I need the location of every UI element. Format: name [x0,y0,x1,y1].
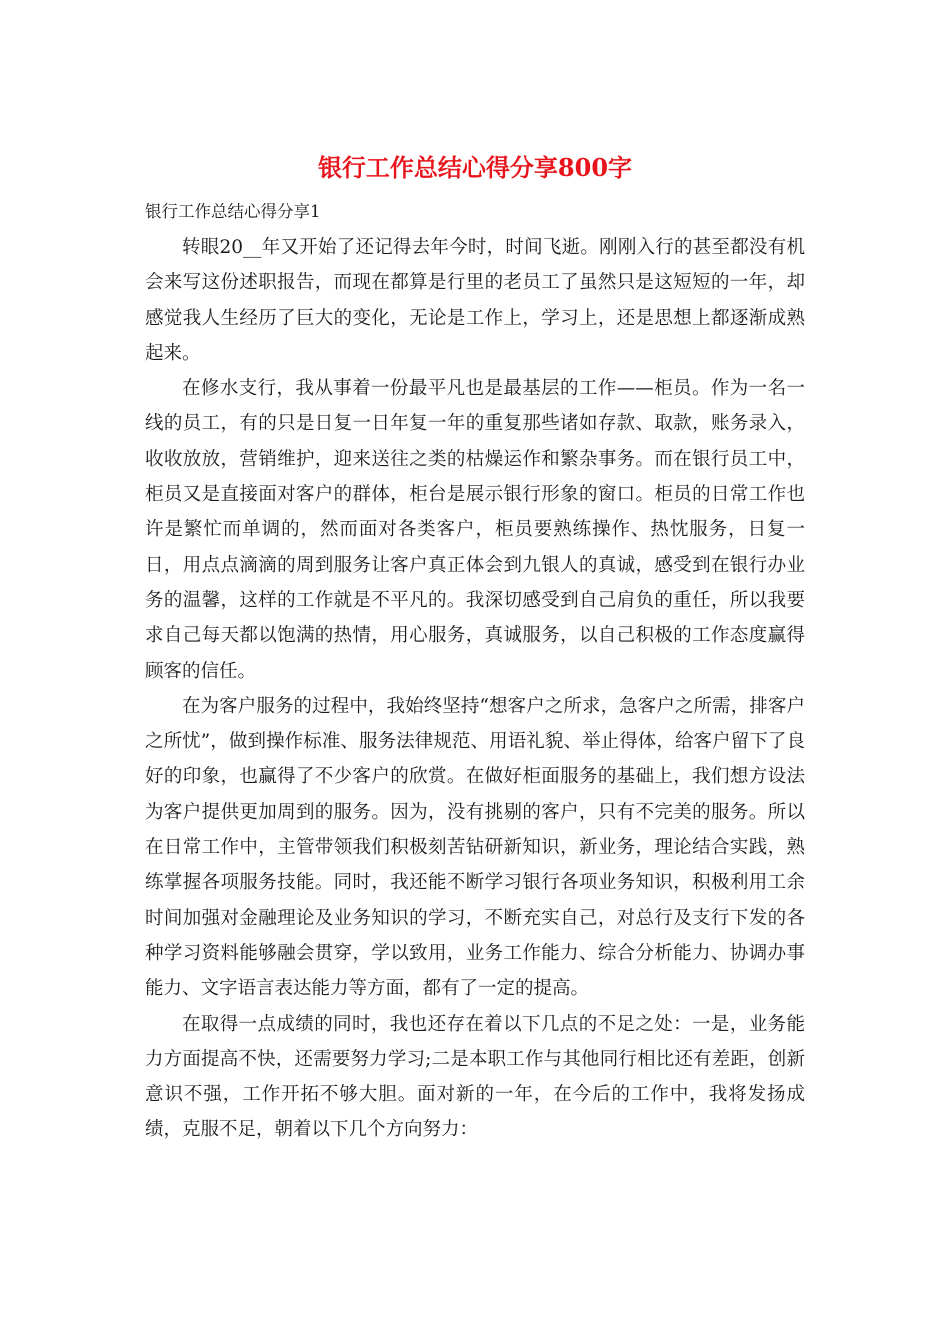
paragraph: 在修水支行，我从事着一份最平凡也是最基层的工作——柜员。作为一名一线的员工，有的只是日复一日年复一年的重复那些诸如存款、取款，账务录入，收收放放，营销维护，迎来送往之类的枯燥运作和繁杂事务。而在银行员工中，柜员又是直接面对客户的群体，柜台是展示银行形象的窗口。柜员的日常工作也许是繁忙而单调的，然而面对各类客户，柜员要熟练操作、热忱服务，日复一日，用点点滴滴的周到服务让客户真正体会到九银人的真诚，感受到在银行办业务的温馨，这样的工作就是不平凡的。我深切感受到自己肩负的重任，所以我要求自己每天都以饱满的热情，用心服务，真诚服务，以自己积极的工作态度赢得顾客的信任。 [145,378,805,682]
document-body [145,230,805,1148]
document-title: 银行工作总结心得分享800字 [317,153,633,182]
paragraph: 转眼20__年又开始了还记得去年今时，时间飞逝。刚刚入行的甚至都没有机会来写这份述职报告，而现在都算是行里的老员工了虽然只是这短短的一年，却感觉我人生经历了巨大的变化，无论是工作上，学习上，还是思想上都逐渐成熟起来。 [145,237,805,364]
document-subtitle: 银行工作总结心得分享1 [145,202,321,221]
paragraph: 在取得一点成绩的同时，我也还存在着以下几点的不足之处：一是，业务能力方面提高不快，还需要努力学习;二是本职工作与其他同行相比还有差距，创新意识不强，工作开拓不够大胆。面对新的一年，在今后的工作中，我将发扬成绩，克服不足，朝着以下几个方向努力： [145,1013,805,1141]
paragraph: 在为客户服务的过程中，我始终坚持“想客户之所求，急客户之所需，排客户之所忧”，做到操作标准、服务法律规范、用语礼貌、举止得体，给客户留下了良好的印象，也赢得了不少客户的欣赏。在做好柜面服务的基础上，我们想方设法为客户提供更加周到的服务。因为，没有挑剔的客户，只有不完美的服务。所以在日常工作中，主管带领我们积极刻苦钻研新知识，新业务，理论结合实践，熟练掌握各项服务技能。同时，我还能不断学习银行各项业务知识，积极利用工余时间加强对金融理论及业务知识的学习，不断充实自己，对总行及支行下发的各种学习资料能够融会贯穿，学以致用，业务工作能力、综合分析能力、协调办事能力、文字语言表达能力等方面，都有了一定的提高。 [145,695,805,1000]
